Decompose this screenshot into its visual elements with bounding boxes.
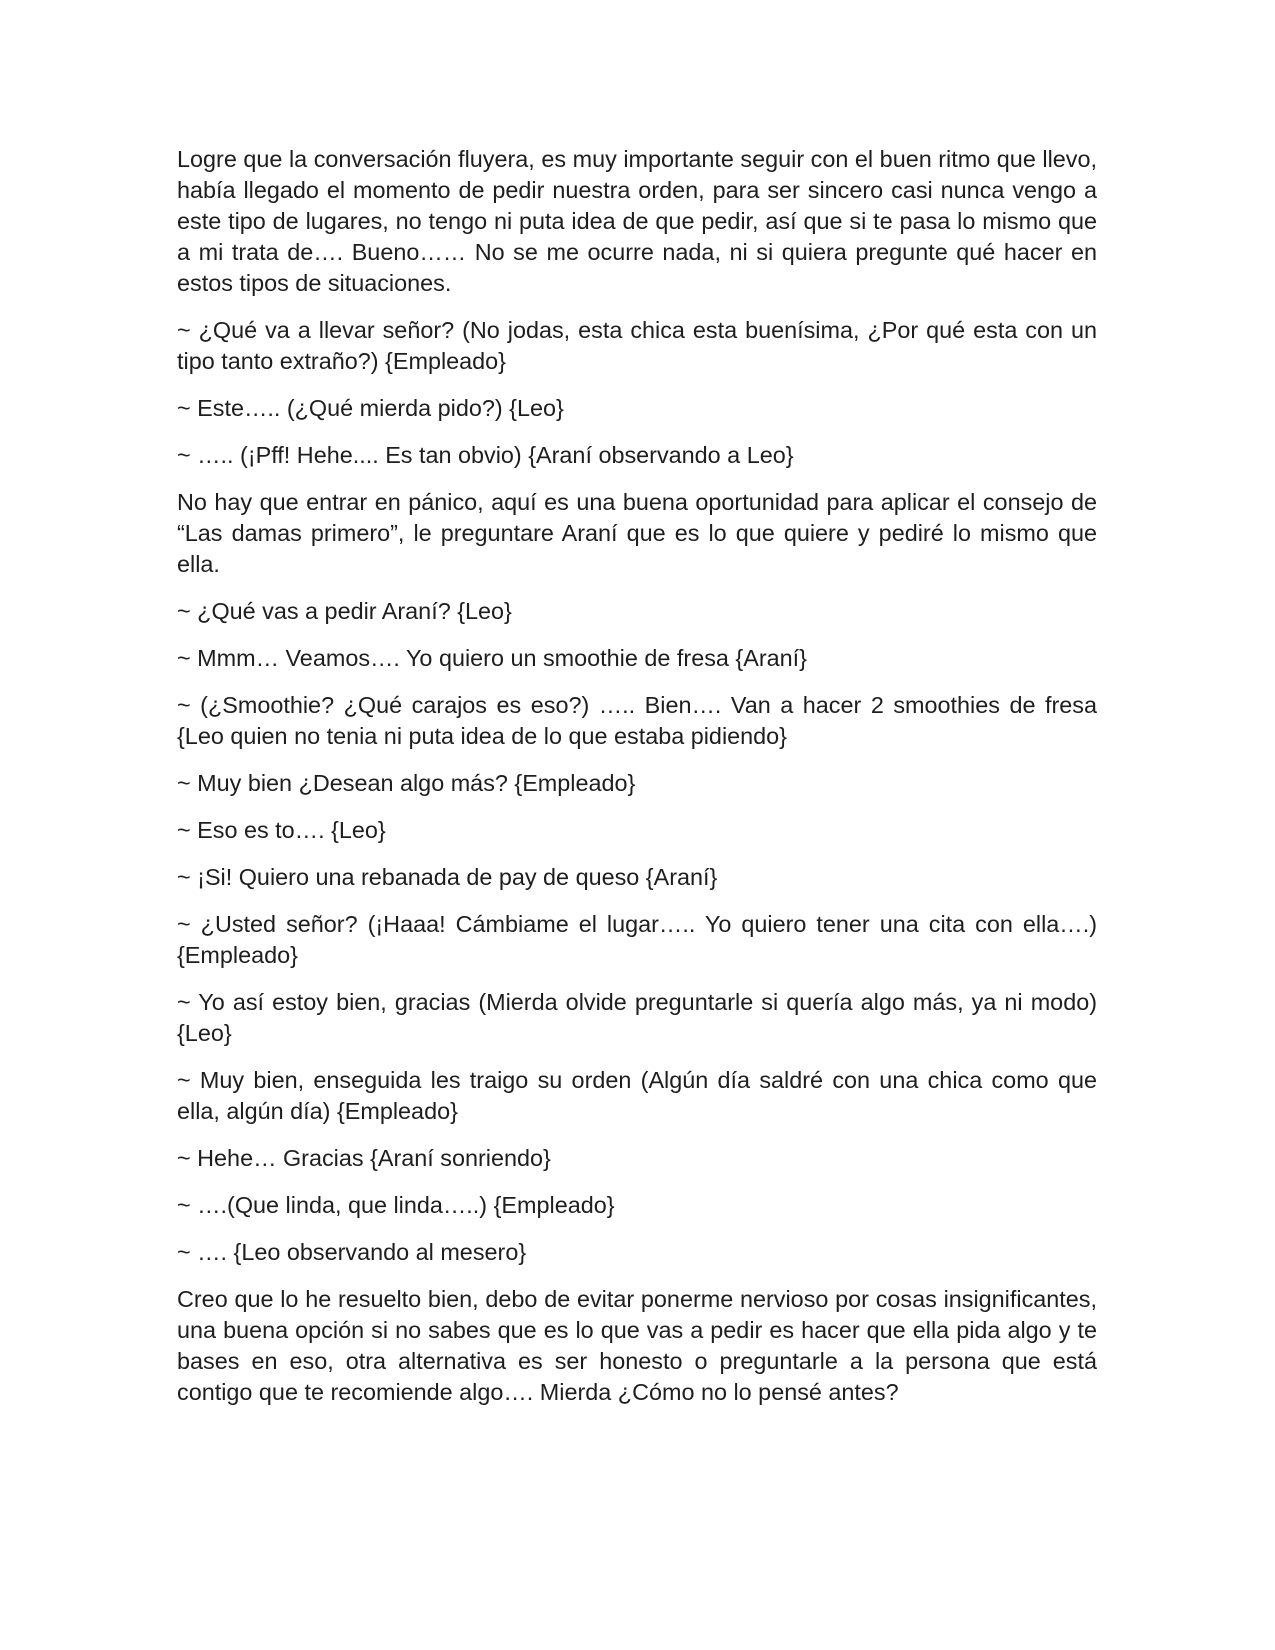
dialogue-line: ~ ¿Usted señor? (¡Haaa! Cámbiame el lugar….. Yo quiero tener una cita con ella….) {Empleado} xyxy=(177,911,1097,968)
narration-paragraph: Logre que la conversación fluyera, es muy importante seguir con el buen ritmo que llevo, había llegado el momento de pedir nuestra orden, para ser sincero casi nunca vengo a este tipo de lugares, no tengo ni puta idea de que pedir, así que si te pasa lo mismo que a mi trata de…. Bueno…… No se me ocurre nada, ni si quiera pregunte qué hacer en estos tipos de situaciones. xyxy=(177,146,1097,296)
dialogue-line: ~ ¿Qué va a llevar señor? (No jodas, esta chica esta buenísima, ¿Por qué esta con un tipo tanto extraño?) {Empleado} xyxy=(177,317,1097,374)
dialogue-line: ~ Este….. (¿Qué mierda pido?) {Leo} xyxy=(177,395,564,421)
dialogue-line: ~ Eso es to…. {Leo} xyxy=(177,817,386,843)
dialogue-line: ~ Yo así estoy bien, gracias (Mierda olvide preguntarle si quería algo más, ya ni modo) {Leo} xyxy=(177,989,1097,1046)
dialogue-line: ~ ¡Si! Quiero una rebanada de pay de queso {Araní} xyxy=(177,864,718,890)
dialogue-line: ~ ….(Que linda, que linda…..) {Empleado} xyxy=(177,1192,615,1218)
dialogue-line: ~ (¿Smoothie? ¿Qué carajos es eso?) ….. Bien…. Van a hacer 2 smoothies de fresa {Leo quien no tenia ni puta idea de lo que estaba pidiendo} xyxy=(177,692,1097,749)
dialogue-line: ~ ¿Qué vas a pedir Araní? {Leo} xyxy=(177,598,512,624)
narration-paragraph: No hay que entrar en pánico, aquí es una buena oportunidad para aplicar el consejo de “Las damas primero”, le preguntare Araní que es lo que quiere y pediré lo mismo que ella. xyxy=(177,489,1097,577)
dialogue-line: ~ …. {Leo observando al mesero} xyxy=(177,1239,527,1265)
dialogue-line: ~ Muy bien ¿Desean algo más? {Empleado} xyxy=(177,770,636,796)
dialogue-line: ~ Hehe… Gracias {Araní sonriendo} xyxy=(177,1145,551,1171)
dialogue-line: ~ ….. (¡Pff! Hehe.... Es tan obvio) {Araní observando a Leo} xyxy=(177,442,794,468)
dialogue-line: ~ Mmm… Veamos…. Yo quiero un smoothie de fresa {Araní} xyxy=(177,645,807,671)
dialogue-line: ~ Muy bien, enseguida les traigo su orden (Algún día saldré con una chica como que ella, algún día) {Empleado} xyxy=(177,1067,1097,1124)
narration-paragraph: Creo que lo he resuelto bien, debo de evitar ponerme nervioso por cosas insignificantes, una buena opción si no sabes que es lo que vas a pedir es hacer que ella pida algo y te bases en eso, otra alternativa es ser honesto o preguntarle a la persona que está contigo que te recomiende algo…. Mierda ¿Cómo no lo pensé antes? xyxy=(177,1286,1097,1405)
document-page xyxy=(177,144,1097,1424)
